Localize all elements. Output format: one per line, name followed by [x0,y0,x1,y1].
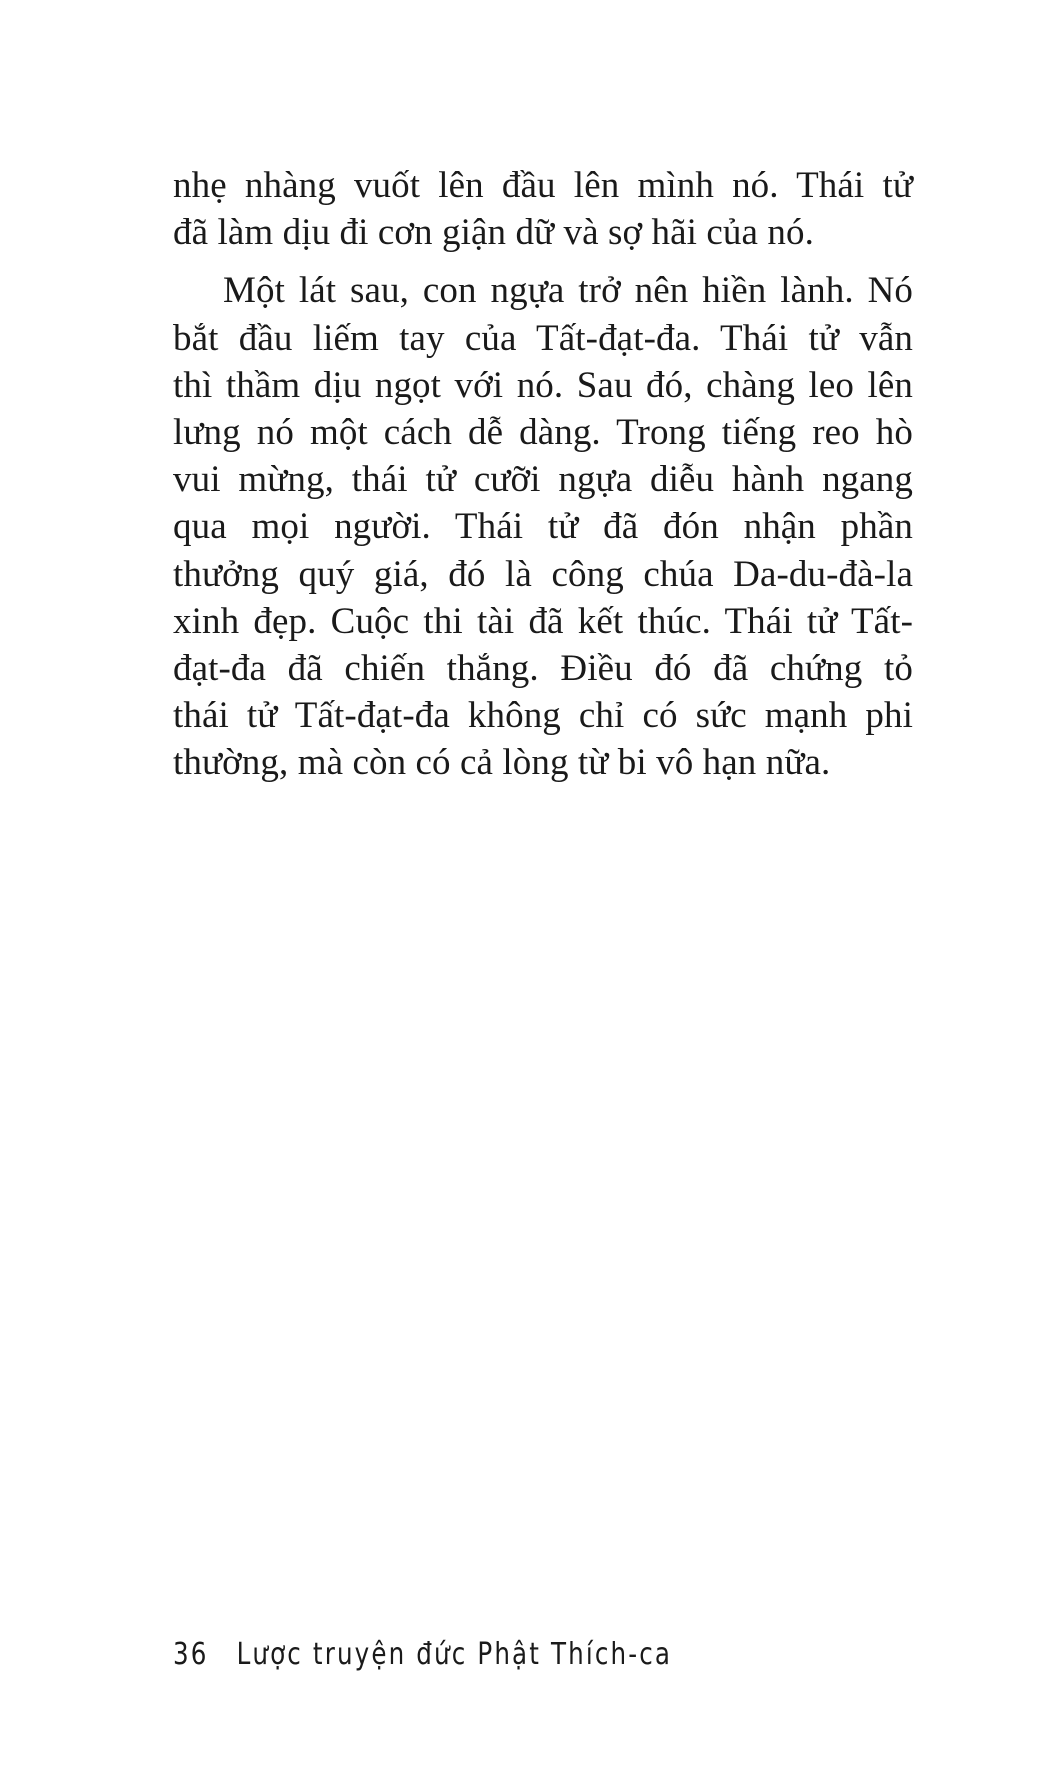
text-line: thái tử Tất-đạt-đa không chỉ có sức mạnh phi [173,695,913,737]
text-line: bắt đầu liếm tay của Tất-đạt-đa. Thái tử vẫn [173,317,913,359]
text-line: vui mừng, thái tử cưỡi ngựa diễu hành ngang [173,459,913,501]
page-footer [173,1637,672,1672]
text-line: thường, mà còn có cả lòng từ bi vô hạn nữa. [173,742,831,784]
text-line: nhẹ nhàng vuốt lên đầu lên mình nó. Thái tử [173,165,913,206]
paragraph-1 [173,162,913,256]
text-line: qua mọi người. Thái tử đã đón nhận phần [173,506,913,548]
running-title: Lược truyện đức Phật Thích-ca [236,1637,673,1672]
body-text [173,162,913,787]
text-line: đã làm dịu đi cơn giận dữ và sợ hãi của nó. [173,212,814,254]
text-line: thưởng quý giá, đó là công chúa Da-du-đà-la [173,553,913,595]
text-line: xinh đẹp. Cuộc thi tài đã kết thúc. Thái tử Tất- [173,600,913,642]
text-line: đạt-đa đã chiến thắng. Điều đó đã chứng tỏ [173,648,913,690]
paragraph-gap [173,256,913,267]
text-line: Một lát sau, con ngựa trở nên hiền lành. Nó [223,270,913,312]
page-number: 36 [173,1637,209,1672]
text-line: thì thầm dịu ngọt với nó. Sau đó, chàng leo lên [173,364,913,406]
text-line: lưng nó một cách dễ dàng. Trong tiếng reo hò [173,412,913,454]
paragraph-2 [173,267,913,786]
